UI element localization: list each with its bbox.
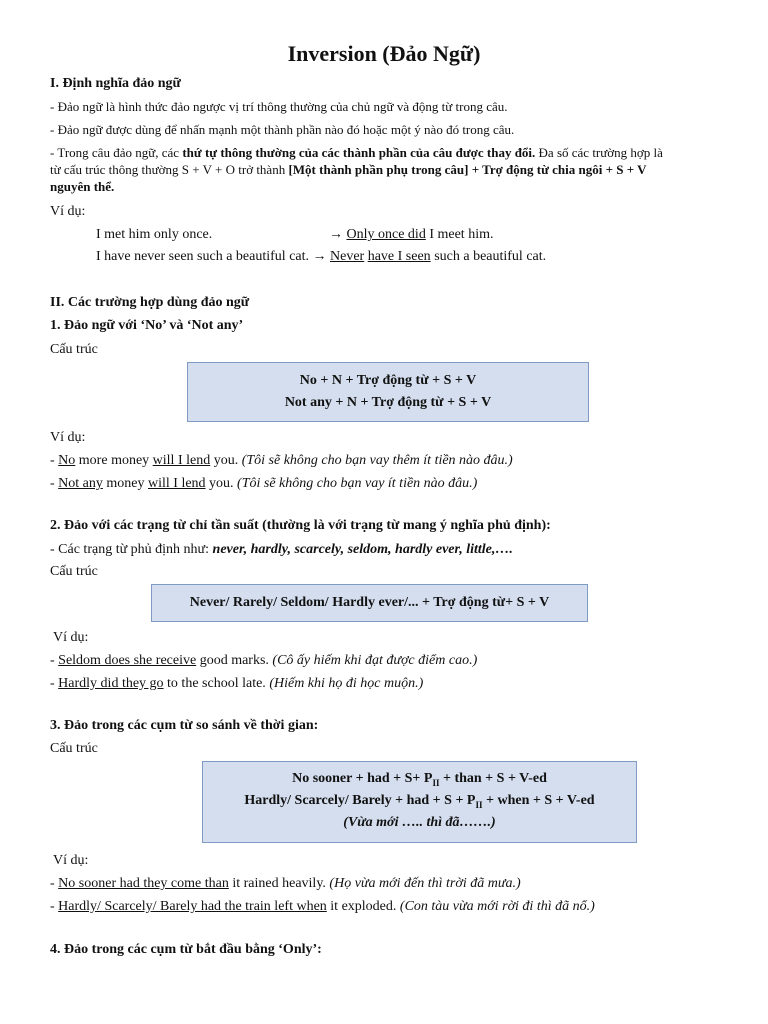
formula-part: + when + S + V-ed (482, 793, 595, 808)
case-2-heading: 2. Đảo với các trạng từ chỉ tần suất (thường là với trạng từ mang ý nghĩa phủ định): (50, 518, 551, 533)
structure-formula (203, 768, 636, 790)
section-2-heading: II. Các trường hợp dùng đảo ngữ (50, 295, 250, 310)
inverted-phrase: have I seen (367, 249, 431, 264)
bullet: - (50, 476, 59, 491)
structure-meaning: (Vừa mới ….. thì đã…….) (343, 815, 496, 830)
formula-part: + than + S + V-ed (439, 771, 547, 786)
inverted-phrase: will I lend (148, 476, 206, 491)
formula-part: Hardly/ Scarcely/ Barely + had + S + P (244, 793, 476, 808)
translation: (Tôi sẽ không cho bạn vay thêm ít tiền nào đâu.) (241, 453, 513, 468)
inverted-phrase: Seldom does she receive (58, 653, 197, 668)
example-line (50, 675, 423, 693)
inverted-phrase: No (58, 453, 76, 468)
example-text: it exploded. (326, 899, 400, 914)
example-label: Ví dụ: (50, 204, 86, 219)
inverted-phrase: Hardly did they go (58, 676, 164, 691)
adverb-items: never, hardly, scarcely, seldom, hardly ever, little,…. (212, 542, 513, 557)
definition-line-2: - Đảo ngữ được dùng để nhấn mạnh một thành phần nào đó hoặc một ý nào đó trong câu. (50, 122, 515, 137)
example-text: such a beautiful cat. (430, 249, 547, 264)
example-line (50, 452, 513, 470)
definition-text: từ cấu trúc thông thường S + V + O trở thành (50, 162, 289, 177)
example-source-1: I met him only once. (96, 227, 213, 242)
subscript: II (475, 799, 483, 810)
definition-emphasis: thứ tự thông thường của các thành phần của câu được thay đổi. (182, 145, 536, 160)
definition-line-5: nguyên thể. (50, 179, 115, 194)
example-text: you. (205, 476, 238, 491)
bullet: - (50, 876, 59, 891)
adverb-list (50, 541, 513, 559)
bullet: - (50, 453, 59, 468)
structure-label: Cấu trúc (50, 741, 98, 756)
page-title: Inversion (Đảo Ngữ) (287, 41, 481, 66)
case-4-heading: 4. Đảo trong các cụm từ bắt đầu bằng ‘Only’: (50, 942, 322, 957)
adverb-intro: - Các trạng từ phủ định như: (50, 542, 213, 557)
example-text: I have never seen such a beautiful cat. → (96, 249, 331, 264)
translation: (Cô ấy hiếm khi đạt được điểm cao.) (272, 653, 478, 668)
section-1-heading: I. Định nghĩa đảo ngữ (50, 76, 181, 91)
definition-line-4 (50, 161, 647, 179)
example-text: you. (210, 453, 242, 468)
inverted-phrase: Hardly/ Scarcely/ Barely had the train left when (58, 899, 327, 914)
inverted-phrase: will I lend (152, 453, 211, 468)
translation: (Tôi sẽ không cho bạn vay ít tiền nào đâu.) (237, 476, 478, 491)
example-text: more money (75, 453, 153, 468)
example-text: to the school late. (163, 676, 270, 691)
example-text: I meet him. (425, 227, 494, 242)
definition-line-3 (50, 144, 663, 162)
structure-label: Cấu trúc (50, 564, 98, 579)
definition-line-1: - Đảo ngữ là hình thức đảo ngược vị trí thông thường của chủ ngữ và động từ trong câu. (50, 99, 508, 114)
example-line-2 (96, 248, 546, 266)
structure-formula (203, 790, 636, 812)
definition-text: Đa số các trường hợp là (535, 145, 663, 160)
bullet: - (50, 676, 59, 691)
structure-box-2 (151, 584, 588, 622)
translation: (Hiếm khi họ đi học muộn.) (269, 676, 424, 691)
example-line (50, 475, 477, 493)
formula-part: No sooner + had + S+ P (292, 771, 433, 786)
structure-box-3 (202, 761, 637, 843)
structure-box-1 (187, 362, 589, 422)
example-text: it rained heavily. (228, 876, 330, 891)
translation: (Họ vừa mới đến thì trời đã mưa.) (329, 876, 521, 891)
translation: (Con tàu vừa mới rời đi thì đã nổ.) (399, 899, 595, 914)
definition-text: - Trong câu đảo ngữ, các (50, 145, 183, 160)
bullet: - (50, 653, 59, 668)
example-line (50, 652, 477, 670)
example-line (50, 898, 595, 916)
example-label: Ví dụ: (53, 853, 89, 868)
inverted-phrase: Never (330, 249, 365, 264)
example-result-1 (329, 226, 493, 244)
case-1-heading: 1. Đảo ngữ với ‘No’ và ‘Not any’ (50, 318, 244, 333)
subscript: II (432, 777, 440, 788)
case-3-heading: 3. Đảo trong các cụm từ so sánh về thời gian: (50, 718, 319, 733)
inverted-phrase: Only once did (346, 227, 426, 242)
definition-formula: [Một thành phần phụ trong câu] + Trợ động từ chia ngôi + S + V (288, 162, 647, 177)
example-text: good marks. (196, 653, 273, 668)
example-label: Ví dụ: (53, 630, 89, 645)
structure-label: Cấu trúc (50, 342, 98, 357)
structure-formula: No + N + Trợ động từ + S + V (299, 373, 477, 388)
structure-formula: Not any + N + Trợ động từ + S + V (284, 395, 492, 410)
example-line (50, 875, 521, 893)
arrow: → (329, 227, 347, 242)
example-label: Ví dụ: (50, 430, 86, 445)
inverted-phrase: Not any (58, 476, 103, 491)
inverted-phrase: No sooner had they come than (58, 876, 229, 891)
bullet: - (50, 899, 59, 914)
structure-formula: Never/ Rarely/ Seldom/ Hardly ever/... + Trợ động từ+ S + V (189, 595, 550, 610)
example-text: money (102, 476, 148, 491)
